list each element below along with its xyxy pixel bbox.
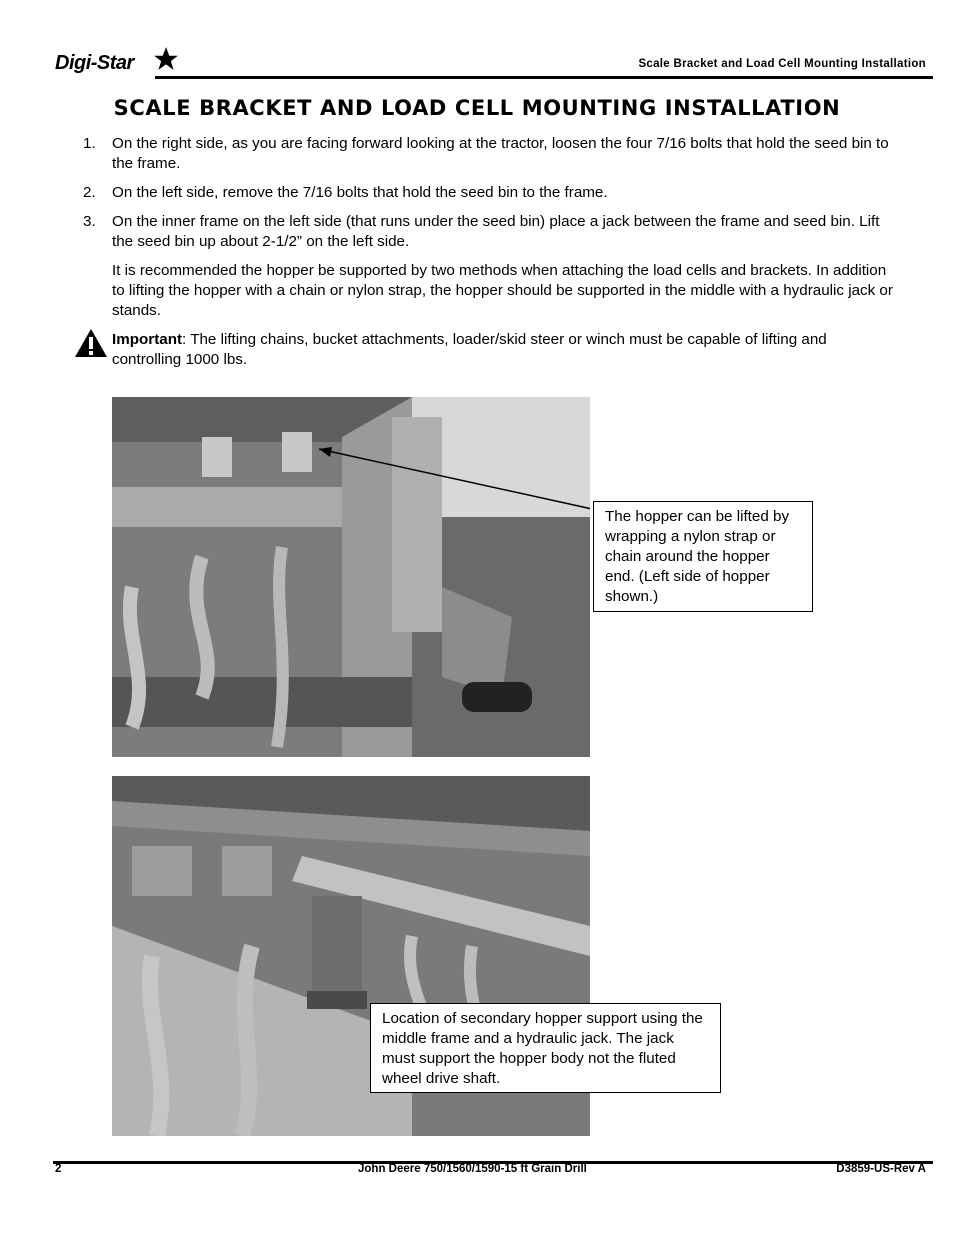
page-title: SCALE BRACKET AND LOAD CELL MOUNTING INSTALLATION [113,96,841,120]
instruction-list [80,134,900,370]
hopper-lift-photo [112,397,590,757]
logo-text: Digi-Star [55,52,134,74]
header-section-title: Scale Bracket and Load Cell Mounting Installation [638,58,926,70]
important-label: Important [112,331,183,348]
recommendation-paragraph: It is recommended the hopper be supported by two methods when attaching the load cells and brackets. In addition to lifting the hopper with a chain or nylon strap, the hopper should be supported in the middle with a hydraulic jack or stands. [112,262,893,319]
warning-icon [74,328,108,358]
step-item [80,212,900,252]
jack-support-callout: Location of secondary hopper support using the middle frame and a hydraulic jack. The jack must support the hopper body not the fluted wheel drive shaft. [370,1003,721,1093]
step-number: 2. [83,184,96,201]
digi-star-logo [55,52,134,75]
step-number: 1. [83,135,96,152]
hopper-lift-callout: The hopper can be lifted by wrapping a nylon strap or chain around the hopper end. (Left side of hopper shown.) [593,501,813,612]
footer-model: John Deere 750/1560/1590-15 ft Grain Drill [358,1163,587,1175]
step-number: 3. [83,213,96,230]
important-note [80,330,900,370]
page-number: 2 [55,1163,62,1175]
step-text: On the left side, remove the 7/16 bolts that hold the seed bin to the frame. [112,184,608,201]
star-icon [153,46,179,72]
footer-doc-id: D3859-US-Rev A [836,1163,926,1175]
step-text: On the right side, as you are facing forward looking at the tractor, loosen the four 7/16 bolts that hold the seed bin to the frame. [112,135,889,172]
step-item [80,183,900,203]
step-text: On the inner frame on the left side (that runs under the seed bin) place a jack between the frame and seed bin. Lift the seed bin up about 2-1/2” on the left side. [112,213,880,250]
header-rule [155,76,933,79]
step-item [80,134,900,174]
important-text: : The lifting chains, bucket attachments, loader/skid steer or winch must be capable of lifting and controlling 1000 lbs. [112,331,827,368]
